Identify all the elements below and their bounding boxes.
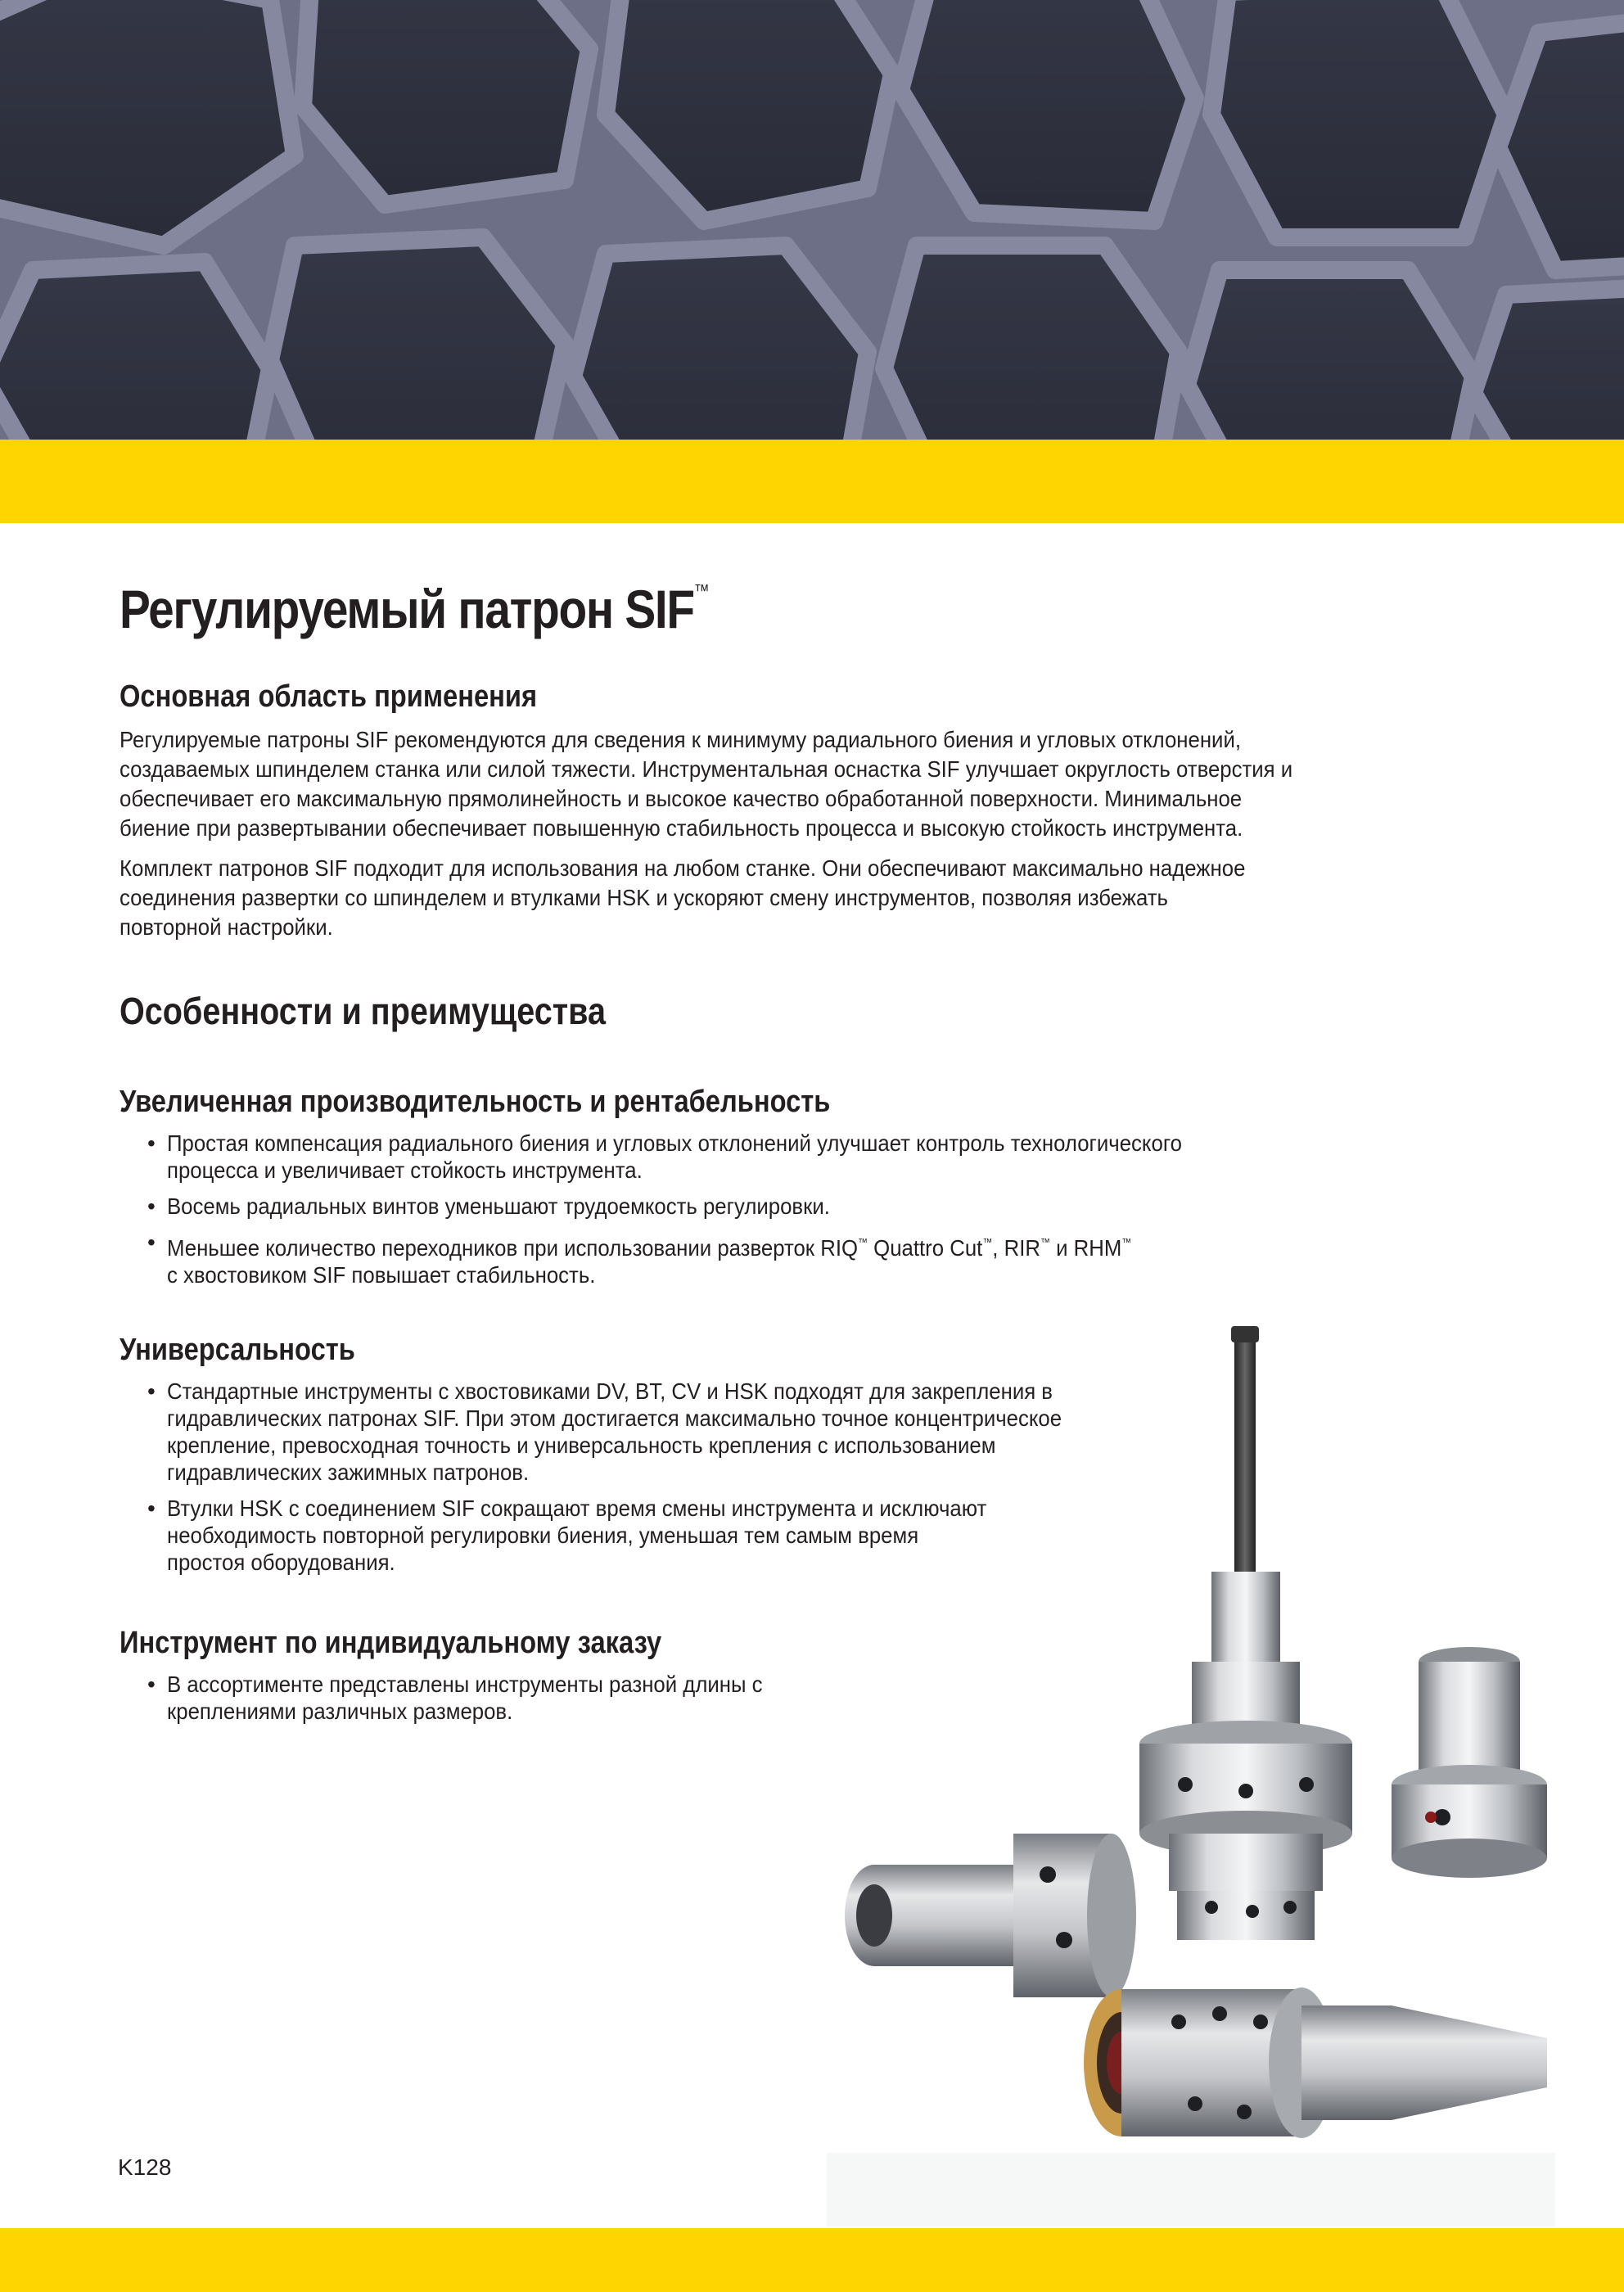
yellow-footer-band xyxy=(0,2228,1624,2292)
list-item: • Восемь радиальных винтов уменьшают трудоемкость регулировки. xyxy=(147,1193,1270,1220)
subsection-heading-productivity: Увеличенная производительность и рентабельность xyxy=(120,1085,831,1119)
honeycomb-illustration xyxy=(0,0,1624,440)
sif-chucks-illustration xyxy=(827,1302,1555,2227)
product-photo xyxy=(827,1302,1555,2227)
hero-image xyxy=(0,0,1624,440)
page-number: K128 xyxy=(118,2154,172,2180)
subsection-heading-versatility: Универсальность xyxy=(120,1333,355,1367)
custom-bullet-list xyxy=(147,1671,814,1734)
page-title: Регулируемый патрон SIF™ xyxy=(120,579,710,639)
yellow-header-band xyxy=(0,440,1624,523)
list-item: • Простая компенсация радиального биения и угловых отклонений улучшает контроль технологического процесса и увеличивает стойкость инструмента. xyxy=(147,1130,1270,1184)
list-item: • Втулки HSK с соединением SIF сокращают время смены инструмента и исключают необходимость повторной регулировки биения, уменьшая тем самым время простоя оборудования. xyxy=(147,1495,1139,1576)
productivity-bullet-list xyxy=(147,1130,1270,1297)
application-paragraph-2: Комплект патронов SIF подходит для использования на любом станке. Они обеспечивают максимально надежное соединения развертки со шпинделем и втулками HSK и ускоряют смену инструментов, позволяя избежать повторной настройки. xyxy=(120,855,1246,940)
list-item: • В ассортименте представлены инструменты разной длины с креплениями различных размеров. xyxy=(147,1671,814,1725)
list-item: • Стандартные инструменты с хвостовиками DV, BT, CV и HSK подходят для закрепления в гидравлических патронах SIF. При этом достигается максимально точное концентрическое крепление, превосходная точность и универсальность крепления с использованием гидравлических зажимных патронов. xyxy=(147,1378,1139,1486)
section-heading-application: Основная область применения xyxy=(120,679,538,714)
list-item: • Меньшее количество переходников при использовании разверток RIQ™ Quattro Cut™, RIR™ и RHM™ с хвостовиком SIF повышает стабильность. xyxy=(147,1229,1270,1288)
section-heading-features: Особенности и преимущества xyxy=(120,990,606,1032)
application-paragraph-1: Регулируемые патроны SIF рекомендуются для сведения к минимуму радиального биения и угловых отклонений, создаваемых шпинделем станка или силой тяжести. Инструментальная оснастка SIF улучшает округлость отверстия и обеспечивает его максимальную прямолинейность и высокое качество обработанной поверхности. Минимальное биение при развертывании обеспечивает повышенную стабильность процесса и высокую стойкость инструмента. xyxy=(120,727,1293,841)
subsection-heading-custom: Инструмент по индивидуальному заказу xyxy=(120,1626,662,1660)
